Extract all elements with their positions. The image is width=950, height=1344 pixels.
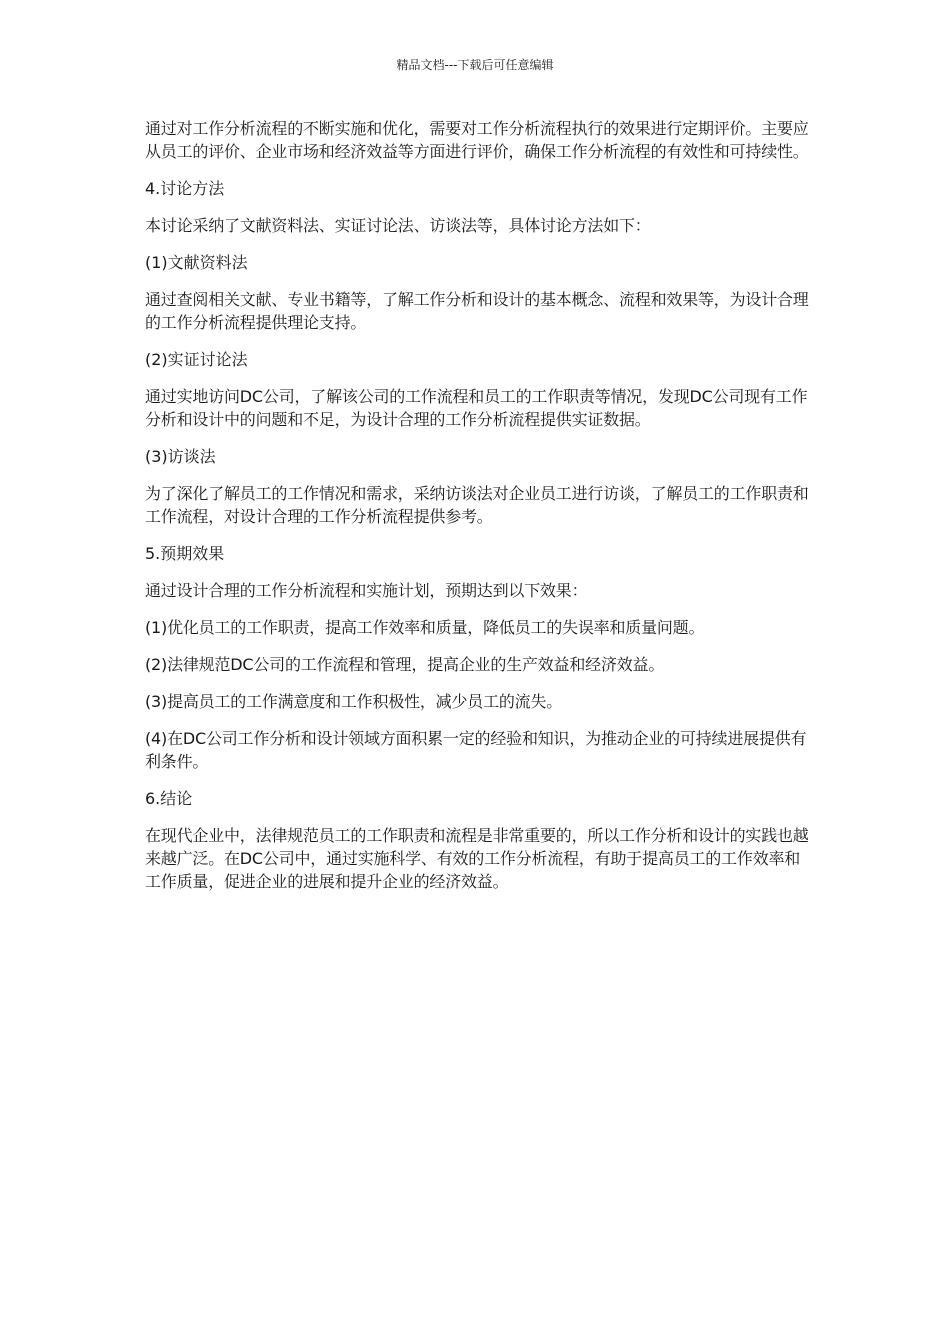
list-item-effect-4: (4)在DC公司工作分析和设计领域方面积累一定的经验和知识，为推动企业的可持续进展提供有利条件。 <box>145 729 807 771</box>
paragraph-effects-intro: 通过设计合理的工作分析流程和实施计划，预期达到以下效果： <box>145 581 588 600</box>
list-item-effect-1: (1)优化员工的工作职责，提高工作效率和质量，降低员工的失误率和质量问题。 <box>145 618 705 637</box>
paragraph-methods-intro: 本讨论采纳了文献资料法、实证讨论法、访谈法等，具体讨论方法如下： <box>145 216 651 235</box>
subheading-empirical: (2)实证讨论法 <box>145 350 248 369</box>
section-heading-expected-effects: 5.预期效果 <box>145 544 225 563</box>
section-heading-conclusion: 6.结论 <box>145 789 193 808</box>
subheading-interview: (3)访谈法 <box>145 447 216 466</box>
list-item-effect-2: (2)法律规范DC公司的工作流程和管理，提高企业的生产效益和经济效益。 <box>145 655 665 674</box>
section-heading-methods: 4.讨论方法 <box>145 179 225 198</box>
paragraph-interview: 为了深化了解员工的工作情况和需求，采纳访谈法对企业员工进行访谈，了解员工的工作职责和工作流程，对设计合理的工作分析流程提供参考。 <box>145 484 809 526</box>
paragraph-conclusion: 在现代企业中，法律规范员工的工作职责和流程是非常重要的，所以工作分析和设计的实践也越来越广泛。在DC公司中，通过实施科学、有效的工作分析流程，有助于提高员工的工作效率和工作质量，促进企业的进展和提升企业的经济效益。 <box>145 826 809 891</box>
page-header: 精品文档---下载后可任意编辑 <box>396 58 554 72</box>
subheading-literature: (1)文献资料法 <box>145 253 248 272</box>
document-body <box>145 117 813 907</box>
list-item-effect-3: (3)提高员工的工作满意度和工作积极性，减少员工的流失。 <box>145 692 563 711</box>
paragraph-evaluation: 通过对工作分析流程的不断实施和优化，需要对工作分析流程执行的效果进行定期评价。主要应从员工的评价、企业市场和经济效益等方面进行评价，确保工作分析流程的有效性和可持续性。 <box>145 119 809 161</box>
paragraph-literature: 通过查阅相关文献、专业书籍等，了解工作分析和设计的基本概念、流程和效果等，为设计合理的工作分析流程提供理论支持。 <box>145 290 809 332</box>
paragraph-empirical: 通过实地访问DC公司，了解该公司的工作流程和员工的工作职责等情况，发现DC公司现有工作分析和设计中的问题和不足，为设计合理的工作分析流程提供实证数据。 <box>145 387 808 429</box>
